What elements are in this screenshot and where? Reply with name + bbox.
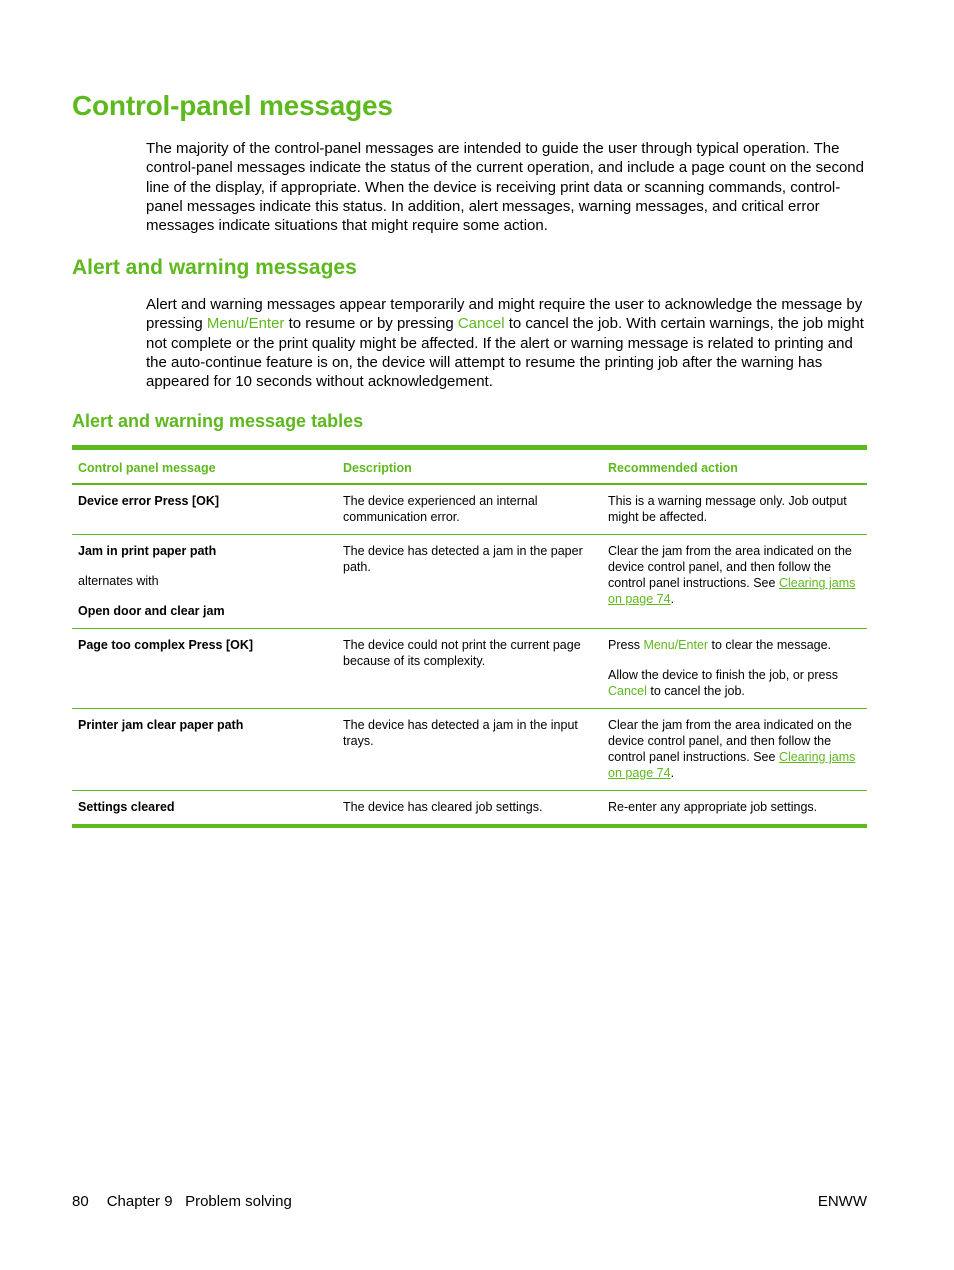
row-action: This is a warning message only. Job output might be affected. — [602, 484, 867, 535]
subsection-title: Alert and warning message tables — [72, 411, 364, 431]
section-paragraph — [146, 295, 868, 391]
row-action-cell — [602, 709, 867, 791]
table-header-row — [72, 448, 867, 485]
row-message-cell — [72, 535, 337, 629]
row-action-text: Allow the device to finish the job, or press — [608, 668, 838, 682]
row-action-end: . — [670, 766, 675, 780]
row-action-text: Clear the jam from the area indicated on the device control panel, and then follow the control panel instructions. See — [608, 544, 852, 590]
cancel-key: Cancel — [457, 315, 505, 333]
menu-enter-key: Menu/Enter — [206, 315, 285, 333]
section-text-3: to cancel the job. With certain warnings, the job might not complete or the print quality might be affected. If the alert or warning message is related to printing and the auto-continue feature is on, the device will attempt to resume the printing job after the warning has appeared for 10 seconds without acknowledgement. — [146, 315, 864, 391]
footer-locale: ENWW — [817, 1193, 867, 1210]
alert-message-table — [72, 445, 867, 828]
row-message-alternate: Open door and clear jam — [78, 604, 225, 618]
chapter-label: Chapter 9 — [106, 1193, 173, 1210]
paragraph-gap — [608, 653, 861, 667]
header-description: Description — [337, 448, 602, 485]
header-recommended-action: Recommended action — [602, 448, 867, 485]
cancel-key: Cancel — [608, 684, 647, 698]
clearing-jams-link[interactable]: Clearing jams on page 74 — [608, 750, 856, 780]
row-message: Page too complex Press [OK] — [72, 629, 337, 709]
row-action-text: to cancel the job. — [646, 684, 745, 698]
clearing-jams-link[interactable]: Clearing jams on page 74 — [608, 576, 856, 606]
row-description: The device has detected a jam in the input trays. — [337, 709, 602, 791]
row-message: Jam in print paper path — [78, 544, 217, 558]
page-number: 80 — [72, 1193, 89, 1210]
table-row — [72, 535, 867, 629]
intro-paragraph: The majority of the control-panel messages are intended to guide the user through typical operation. The control-panel messages indicate the status of the current operation, and include a page count on the second line of the display, if appropriate. When the device is receiving print data or scanning commands, control-panel messages indicate this status. In addition, alert messages, warning messages, and critical error messages indicate situations that might require some action. — [146, 140, 864, 235]
menu-enter-key: Menu/Enter — [643, 638, 709, 652]
section-title: Alert and warning messages — [72, 256, 357, 279]
table-row — [72, 791, 867, 827]
header-control-panel-message: Control panel message — [72, 448, 337, 485]
table-row — [72, 484, 867, 535]
section-text-2: to resume or by pressing — [284, 315, 458, 333]
chapter-title: Problem solving — [185, 1193, 292, 1210]
row-description: The device could not print the current page because of its complexity. — [337, 629, 602, 709]
row-description: The device experienced an internal communication error. — [337, 484, 602, 535]
row-alternates-text: alternates with — [78, 574, 159, 588]
page-title: Control-panel messages — [72, 90, 393, 121]
row-action-text: Clear the jam from the area indicated on the device control panel, and then follow the control panel instructions. See — [608, 718, 852, 764]
footer-left — [72, 1193, 292, 1210]
row-action-cell — [602, 629, 867, 709]
row-description: The device has detected a jam in the paper path. — [337, 535, 602, 629]
row-action: Re-enter any appropriate job settings. — [608, 800, 818, 814]
section-text-1: Alert and warning messages appear temporarily and might require the user to acknowledge the message by pressing — [146, 296, 863, 333]
row-message: Device error Press [OK] — [72, 484, 337, 535]
row-message: Settings cleared — [78, 800, 175, 814]
row-action-text: Press — [608, 638, 644, 652]
row-description: The device has cleared job settings. — [343, 800, 543, 814]
table-row — [72, 629, 867, 709]
table-row — [72, 709, 867, 791]
row-message: Printer jam clear paper path — [72, 709, 337, 791]
row-action-text: to clear the message. — [708, 638, 832, 652]
row-action-end: . — [670, 592, 675, 606]
row-action-cell — [602, 535, 867, 629]
